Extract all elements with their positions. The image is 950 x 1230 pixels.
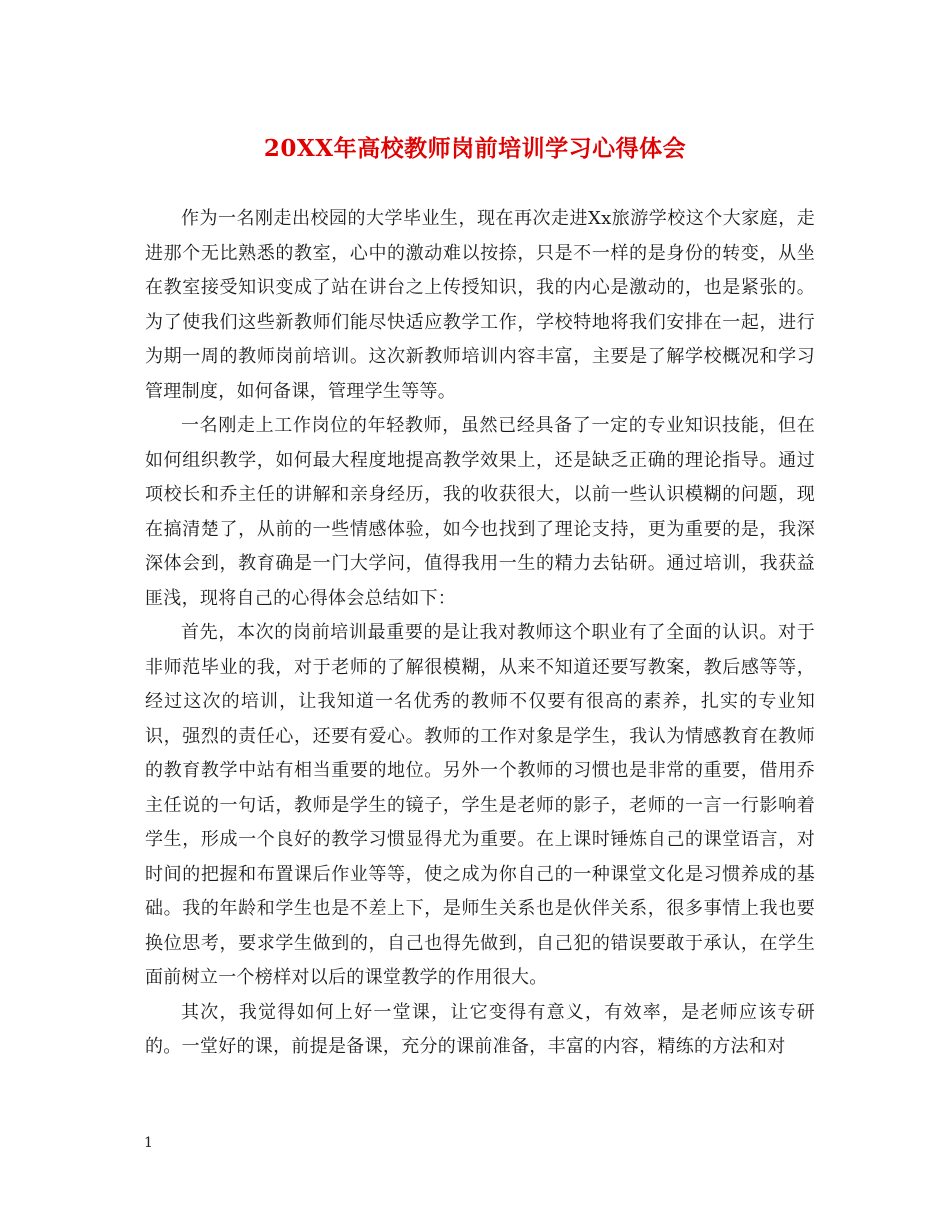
paragraph-1: 作为一名刚走出校园的大学毕业生，现在再次走进Xx旅游学校这个大家庭，走进那个无比熟悉的教室，心中的激动难以按捺，只是不一样的是身份的转变，从坐在教室接受知识变成了站在讲台之上传授知识，我的内心是激动的，也是紧张的。为了使我们这些新教师们能尽快适应教学工作，学校特地将我们安排在一起，进行为期一周的教师岗前培训。这次新教师培训内容丰富，主要是了解学校概况和学习管理制度，如何备课，管理学生等等。 [145, 208, 815, 402]
paragraph-3: 首先，本次的岗前培训最重要的是让我对教师这个职业有了全面的认识。对于非师范毕业的我，对于老师的了解很模糊，从来不知道还要写教案，教后感等等，经过这次的培训，让我知道一名优秀的教师不仅要有很高的素养，扎实的专业知识，强烈的责任心，还要有爱心。教师的工作对象是学生，我认为情感教育在教师的教育教学中站有相当重要的地位。另外一个教师的习惯也是非常的重要，借用乔主任说的一句话，教师是学生的镜子，学生是老师的影子，老师的一言一行影响着学生，形成一个良好的教学习惯显得尤为重要。在上课时锤炼自己的课堂语言，对时间的把握和布置课后作业等等，使之成为你自己的一种课堂文化是习惯养成的基础。我的年龄和学生也是不差上下，是师生关系也是伙伴关系，很多事情上我也要换位思考，要求学生做到的，自己也得先做到，自己犯的错误要敢于承认，在学生面前树立一个榜样对以后的课堂教学的作用很大。 [145, 622, 815, 988]
paragraph-4: 其次，我觉得如何上好一堂课，让它变得有意义，有效率，是老师应该专研的。一堂好的课，前提是备课，充分的课前准备，丰富的内容，精练的方法和对 [145, 1001, 815, 1057]
document-body [145, 202, 815, 1065]
page-number: 1 [144, 1135, 153, 1151]
paragraph-2: 一名刚走上工作岗位的年轻教师，虽然已经具备了一定的专业知识技能，但在如何组织教学，如何最大程度地提高教学效果上，还是缺乏正确的理论指导。通过项校长和乔主任的讲解和亲身经历，我的收获很大，以前一些认识模糊的问题，现在搞清楚了，从前的一些情感体验，如今也找到了理论支持，更为重要的是，我深深体会到，教育确是一门大学问，值得我用一生的精力去钻研。通过培训，我获益匪浅，现将自己的心得体会总结如下： [145, 415, 815, 609]
document-title: 20XX年高校教师岗前培训学习心得体会 [263, 135, 687, 162]
